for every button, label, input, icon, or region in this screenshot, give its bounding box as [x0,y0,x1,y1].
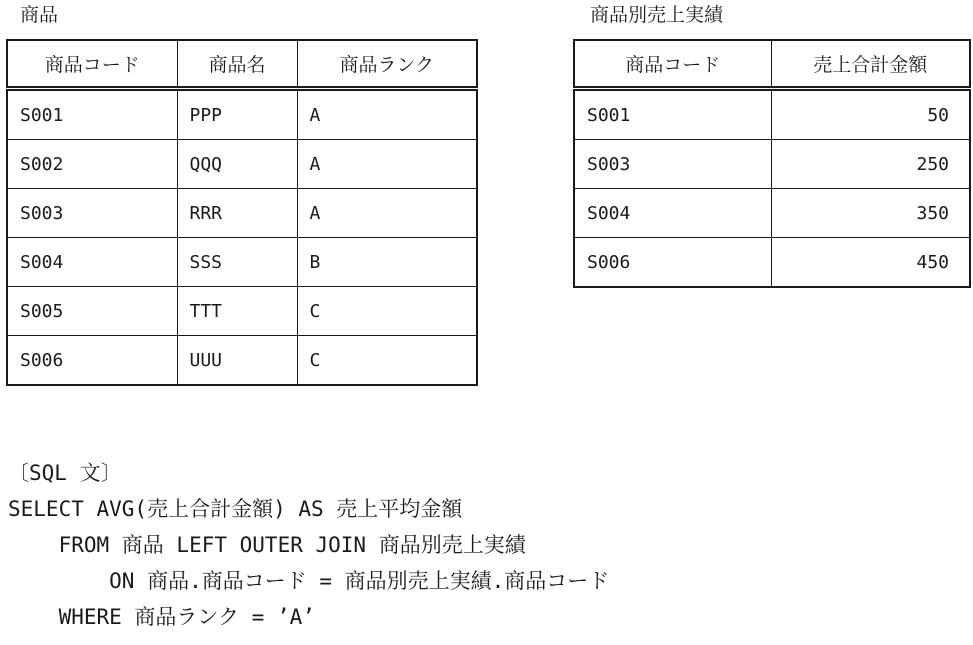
table2-caption: 商品別売上実績 [590,4,724,26]
sql-line: SELECT AVG(売上合計金額) AS 売上平均金額 [8,497,463,521]
product-table [6,39,478,386]
table-row [7,287,477,336]
table-cell: A [297,140,477,189]
table-cell: S006 [7,336,177,386]
table-cell: S001 [7,89,177,140]
sql-label: 〔SQL 文〕 [8,461,122,485]
column-header: 売上合計金額 [771,40,970,89]
table-row [7,336,477,386]
table-header-row [574,40,970,89]
table-cell: S003 [7,189,177,238]
table-row [574,89,970,140]
table-cell: PPP [177,89,297,140]
sql-block [8,455,609,635]
table-cell: 450 [771,238,970,288]
table-cell: S002 [7,140,177,189]
table-cell: UUU [177,336,297,386]
table-cell: S005 [7,287,177,336]
table-row [7,140,477,189]
table-row [7,89,477,140]
table-cell: S004 [574,189,771,238]
table-cell: RRR [177,189,297,238]
sql-line: ON 商品.商品コード = 商品別売上実績.商品コード [8,569,610,593]
table-row [574,140,970,189]
table-cell: S001 [574,89,771,140]
sql-line: FROM 商品 LEFT OUTER JOIN 商品別売上実績 [8,533,526,557]
sql-line: WHERE 商品ランク = ’A’ [8,605,315,629]
table-cell: B [297,238,477,287]
table-cell: 350 [771,189,970,238]
table-cell: A [297,89,477,140]
table-cell: C [297,336,477,386]
table-header-row [7,40,477,89]
table-cell: TTT [177,287,297,336]
column-header: 商品名 [177,40,297,89]
table-cell: 50 [771,89,970,140]
sales-table [573,39,971,288]
table-cell: S006 [574,238,771,288]
table-row [574,189,970,238]
table-cell: QQQ [177,140,297,189]
table-cell: C [297,287,477,336]
column-header: 商品コード [574,40,771,89]
column-header: 商品コード [7,40,177,89]
table-row [574,238,970,288]
column-header: 商品ランク [297,40,477,89]
table-row [7,238,477,287]
table-row [7,189,477,238]
table-cell: A [297,189,477,238]
table1-caption: 商品 [20,4,59,26]
table-cell: S003 [574,140,771,189]
table-cell: 250 [771,140,970,189]
table-cell: SSS [177,238,297,287]
table-cell: S004 [7,238,177,287]
